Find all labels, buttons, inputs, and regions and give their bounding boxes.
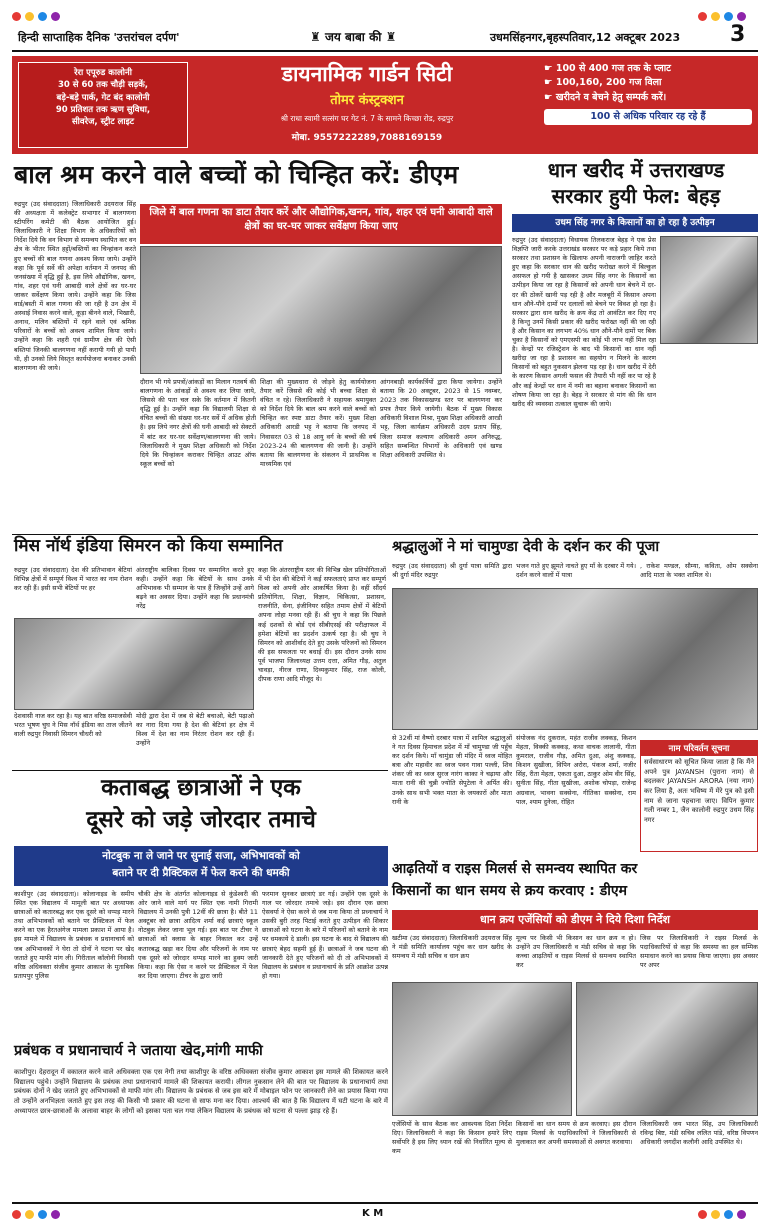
color-dot <box>12 1210 21 1219</box>
notice-body: सर्वसाधारण को सूचित किया जाता है कि मैंने अपने पुत्र JAYANSH (पुराना नाम) से बदलकर JAYANSH ARORA (नया नाम) कर लिया है, अतः भविष्य में मेरे पुत्र को इसी नाम से जाना पहचाना जाए। विपिन कुमार गली नम्बर 1, जैन कालोनी रुद्रपुर उधम सिंह नगर <box>644 758 754 824</box>
color-dot <box>724 1210 733 1219</box>
story2-portrait <box>660 236 758 344</box>
ad-title: डायनामिक गार्डन सिटी <box>281 62 453 86</box>
ad-right-box <box>544 62 752 148</box>
story3-col2b: मोदी द्वारा देश में जब से बेटी बचाओ, बेटी पढ़ाओ का नारा दिया गया है देश की बेटियां हर क्षेत्र में विश्व में देश का नाम निरंतर रोशन कर रही हैं। उन्होंने <box>136 712 254 748</box>
story5-band-line: बताने पर दी प्रैक्टिकल में फेल करने की धमकी <box>112 866 290 879</box>
ad-bullet <box>544 76 752 90</box>
story3-headline: मिस नॉर्थ इंडिया सिमरन को किया सम्मानित <box>14 536 283 556</box>
story4-col2: भजन गाते हुए झूमते नाचते हुए माँ के दरबार में गये। दर्शन करने वालों में यात्रा <box>516 562 636 580</box>
hand-pointer-icon: ☛ <box>544 77 556 89</box>
ad-bullet-text: खरीदने व बेचने हेतु सम्पर्क करें। <box>555 91 667 103</box>
story1-col1: रुद्रपुर (उद संवाददाता) जिलाधिकारी उदयराज सिंह की अध्यक्षता में कलेक्ट्रेट सभागार में बालगणना स्टीयरिंग कमेटी की बैठक आयोजित हुई। जिलाधिकारी ने शिक्षा विभाग के अधिकारियों को निर्देश दिये कि वन विभाग से समन्वय स्थापित कर वन क्षेत्र के भीतर स्थित हट्टों/बस्तियों का चिन्हांकन करते हुए बच्चों की बाल गणना अवश्य किया जाये। उन्होंने कहा कि पूर्व सर्वे की अपेक्षा वर्तमान में जनपद की जनसंख्या में वृद्धि हुई है, इस लिये औद्योगिक, खनन, गांव, शहर एवं घनी आबादी वाले क्षेत्रों का घर-घर जाकर सर्वेक्षण किया जाये। उन्होंने कहा कि जिस वार्ड/बस्ती में बाल गणना की जा रही है उन क्षेत्र में अस्थाई निवास करने वाले, कूड़ा बीनने वाले, भिखारी, अनाथ, मलिन बस्तियों में रहने वाले एवं श्रमिक परिवारों के बच्चों को अवश्य शामिल किया जाये। उन्होंने कहा कि शहरी एवं ग्रामीण क्षेत्र की ऐसी बस्तियां जिनकी बालगणना नहीं करायी गयी हो पायी थी, ही उनको लिये विस्तृत कार्ययोजना बनाकर उनकी बालगणना की जाये। <box>14 200 136 372</box>
story1-col3: शिक्षा की मुख्यधारा से जोड़ने हेतु कार्ययोजना तैयार करें जिससे की कोई भी बच्चा शिक्षा से वंचित न रहे। जिलाधिकारी ने सहायक श्रमायुक्त को निर्देश दिये कि बाल श्रम करने वाले बच्चों को चिन्हित कर स्पष्ट डाटा तैयार करें। मुख्य शिक्षा अधिकारी आरडी भट्ट ने बताया कि जनपद में निवासरत 03 से 18 आयु वर्ग के बच्चों की वर्ष 2023-24 की बालगणना की जानी है। उन्होंने बताया कि बालगणना के संकलन में प्राथमिक व माध्यमिक एवं <box>260 378 376 468</box>
ad-bullet-text: 100,160, 200 गज विला <box>555 77 662 89</box>
color-dot <box>51 1210 60 1219</box>
header-dots-left <box>12 12 60 21</box>
color-dot <box>698 12 707 21</box>
ad-banner <box>12 56 758 154</box>
color-dot <box>737 12 746 21</box>
color-dot <box>711 12 720 21</box>
story5-col1: काशीपुर (उद संवाददाता)। कोलानाइड के समीप स्थित एक विद्यालय में मामूली बात पर अध्यापक छात्राओं को कतारबद्ध कर एक दूसरे को थप्पड़ मारने तथा अभिभावकों को बताने पर प्रैक्टिकल में फेल करने का एक हैरतअंगेज मामला प्रकाश में आया है। इस मामले में विद्यालय के प्रबंधक व प्रधानाचार्य को जब अभिभावकों ने घेरा तो दोनों ने घटना पर खेद जताते हुए माफी मांग ली। गिरीताल कॉलोनी निवासी वरिष्ठ अधिवक्ता संजीव कुमार आकाश के मुताबिक प्रतापपुर पुलिस <box>14 890 134 980</box>
story5-col3: फरमान सुनकर छात्राएं डर गई। उन्होंने एक दूसरे के गाल पर जोरदार तमाचे जड़े। इस दौरान एक छात्रा ऐसवर्या ने ऐसा करने से जब मना किया तो प्रध्नाचार्य ने उसकी बुरी तरह पिटाई करते हुए उत्पीड़न की शिकार छात्राओं को घटना के बारे में परिजनों को बताने के नाम पर धमकाये दे डाली। इस घटना के बाद से विद्यालय की छात्राएं बेहद सहमी हुई हैं। छात्राओं ने जब घटना की जानकारी देते हुए परिजनों को दी तो अभिभावकों में विद्यालय के प्रबंधन व प्रधानाचार्य के प्रति आक्रोश उत्पन्न हो गया। <box>262 890 388 980</box>
story7-col3b: जिलाधिकारी जय भारत सिंह, उप जिलाधिकारी रविन्द्र बिष्ट, मंडी सचिव ललित पांडे, वरिष्ठ विपणन अधिकारी जगदीश कलौनी आदि उपस्थित थे। <box>640 1120 758 1147</box>
story1-col2: दौरान भी गये प्रपत्रों/आंकड़ों का मिलान गतवर्ष की बालगणना के आंकड़ों से अवश्य कर लिया जाये, जिससे की पता चल सके कि वर्तमान में कितनी वृद्धि हुई है। उन्होंने कहा कि विद्यालयी शिक्षा से वंचित बच्चों की संख्या घर-घर सर्वे में अधिक होती है। इस लिये नगर क्षेत्रों की घनी आबादी को सेक्टरों में बांट कर घर-घर सर्वेक्षण/बालगणना की जाये। जिलाधिकारी ने मुख्य शिक्षा अधिकारी को निर्देश दिये कि चिन्हांकन कराकर चिन्हित आउट ऑफ स्कूल बच्चों को <box>140 378 256 468</box>
story4-photo <box>392 588 758 730</box>
color-dot <box>698 1210 707 1219</box>
hand-pointer-icon: ☛ <box>544 63 556 74</box>
color-dot <box>12 12 21 21</box>
story2-headline-1: धान खरीद में उत्तराखण्ड <box>547 158 725 182</box>
ad-left-line: 90 प्रतिशत तक ऋण सुविधा, <box>55 104 151 115</box>
ad-left-line: सीवरेज, स्ट्रीट लाइट <box>71 117 135 128</box>
story1-col4: आंगनबाड़ी कार्यकर्त्रियों द्वारा किया जायेगा। उन्होंने बताया कि 20 अक्टूबर, 2023 से 15 नवम्बर, 2023 तक विकासखण्ड स्तर पर बालगणना कर प्रपत्र तैयार किये जायेगी। बैठक में मुख्य विकास अधिकारी विशाल मिश्रा, मुख्य शिक्षा अधिकारी आरडी भट्ट, जिला कार्यक्रम अधिकारी उदय प्रताप सिंह, जिला समाज कल्याण अधिकारी अमन अनिरुद्ध, सहित सम्बन्धित विभागों के अधिकारी एवं खण्ड शिक्षा अधिकारी उपस्थित थे। <box>380 378 502 459</box>
story7-headline-2: किसानों का धान समय से क्रय करवाए : डीएम <box>392 883 627 899</box>
story5-headline-2: दूसरे को जड़े जोरदार तमाचे <box>86 807 316 833</box>
idol-icon: ♜ <box>310 30 325 44</box>
story7-col1: खटीमा (उद संवाददाता) जिलाधिकारी उदयराज सिंह ने मंडी समिति कार्यालय पहुंच कर धान खरीद के समन्वय में मंडी सचिव व धान क्रय <box>392 934 512 961</box>
story4-col2b: संयोजक नंद दुकराल, महंत राजीव लक्कड़, किशन मेहता, विक्की कक्कड़, कथा वाचक लालानी, गीता कुमराल, राजीव गौड़, अमित दुआ, अंशु कक्कड़, किशन सुखीजा, विपिन अरोरा, पंकज शर्मा, नजीर सिंह, रीता मेहता, एकता दुआ, ठाकुर ओम वीर सिंह, सुनीता सिंह, गीता सुखीजा, अशोक चोपड़ा, राजेन्द्र अग्रवाल, भावना सक्सेना, गीतिका सक्सेना, राम पाल, श्याम दुनेजा, रोहित <box>516 734 636 806</box>
story3-photo <box>14 618 254 710</box>
story4-col1b: से 32वीं मां वैष्णो दरबार यात्रा में शामिल श्रद्धालुओं ने गत दिवस हिमाचल प्रदेश में माँ चामुण्डा जी पहुँच कर दर्शन किये। माँ चामुंडा जी मंदिर में ध्वज मोहित बत्रा और महावीर का ध्वज पवन गावा पल्ली, शिव शंकर जी का ध्वज सुरज नारंग काका ने चढ़ाया और माता रानी की चुन्नी ज्योति सेपुटेला ने अर्पित की। उनके साथ सभी भक्त माता के जयकारों और माता रानी के <box>392 734 512 806</box>
rule <box>12 770 388 771</box>
story7-headline-1: आढ़तियों व राइस मिलर्स से समन्वय स्थापित कर <box>392 861 638 877</box>
story1-headline: बाल श्रम करने वाले बच्चों को चिन्हित करें: डीएम <box>14 160 459 189</box>
dateline: उधमसिंहनगर,बृहस्पतिवार,12 अक्टूबर 2023 <box>490 31 681 44</box>
page-number: 3 <box>730 22 746 47</box>
color-dot <box>711 1210 720 1219</box>
color-dot <box>25 12 34 21</box>
ad-left-line: रेरा एपूरुड कालोनी <box>74 68 132 78</box>
footer-dots-left <box>12 1210 60 1219</box>
ad-bullet-text: 100 से 400 गज तक के प्लाट <box>555 63 671 74</box>
color-dot <box>25 1210 34 1219</box>
ad-right-footer: 100 से अधिक परिवार रह रहे हैं <box>544 109 752 125</box>
story5-headline-1: कताबद्ध छात्राओं ने एक <box>101 775 301 801</box>
ad-phone: मोबा. 9557222289,7088169159 <box>291 133 443 143</box>
ad-left-line: 30 से 60 तक चौड़ी सड़कें, <box>58 80 148 91</box>
story5-band-line: नोटबुक ना ले जाने पर सुनाई सजा, अभिभावकों को <box>102 850 300 862</box>
header-center <box>310 28 396 45</box>
story7-col2: मूल्य पर किसी भी किसान का धान क्रय न हो। उन्होंने उप जिलाधिकारी व मंडी सचिव से कहा कि कच्चा आढ़तियों व राइस मिलर्स से समन्वय स्थापित कर <box>516 934 636 970</box>
masthead: हिन्दी साप्ताहिक दैनिक 'उत्तरांचल दर्पण' <box>18 31 180 44</box>
story7-photo-1 <box>392 982 572 1116</box>
color-dot <box>51 12 60 21</box>
rule <box>12 534 758 535</box>
story4-col1: रुद्रपुर (उद संवाददाता) श्री दुर्गा यात्रा समिति द्वारा श्री दुर्गा मंदिर रुद्रपुर <box>392 562 512 580</box>
story4-col3: , राकेश मण्डल, सौम्या, कविता, ओम सक्सेना आदि माता के भक्त शामिल थे। <box>640 562 758 580</box>
ad-bullet <box>544 91 752 105</box>
ad-left-line: बड़े-बड़े पार्क, गेट बंद कालोनी <box>56 92 150 103</box>
idol-icon: ♜ <box>381 30 397 44</box>
story3-col3: कहा कि अंतरराष्ट्रीय स्तर की विभिन्न खेल प्रतियोगिताओं में भी देश की बेटियों ने कई सफलताएं प्राप्त कर सम्पूर्ण विश्व को अपनी ओर आकर्षित किया है। वहीं सौंदर्य प्रतियोगिता, शिक्षा, विज्ञान, चिकित्सा, प्रशासन, राजनीति, सेना, इंजीनियर सहित तमाम क्षेत्रों में बेटियों अपना लोहा मनवा रही हैं। श्री चुघ ने कहा कि पिछले कई दशकों से बोर्ड एवं सीबीएसई की परीक्षाफल में हमेशा बेटियों का प्रदर्शन उत्कर्ष रहा है। श्री चुघ ने सिमरन को आशीर्वाद देते हुए उसके परिजनों को सिमरन की इस सफलता पर बधाई दी। इस दौरान उनके साथ पूर्व भाजपा जिलाध्यक्ष उत्तम दत्ता, अमित गौड़, अतुल चावड़ा, नीरज राणा, दिव्यकुमार सिंह, राज कोली, दीपक राणा आदि मौजूद थे। <box>258 566 386 684</box>
color-dot <box>724 12 733 21</box>
story3-col1b: देशवासी नाज कर रहा है। यह बात वरिष्ठ समाजसेवी भरत भूषण चुघ ने मिस नॉर्थ इंडिया का ताज जीतने वाली रुद्रपुर निवासी सिमरन चौधरी को <box>14 712 132 739</box>
header-center-text: जय बाबा की <box>324 30 382 44</box>
ad-address: श्री राधा स्वामी सत्संग घर गेट नं. 7 के सामने किच्छा रोड, रुद्रपुर <box>280 114 454 123</box>
hand-pointer-icon: ☛ <box>544 91 556 103</box>
story5-band <box>14 846 388 886</box>
story1-band: जिले में बाल गणना का डाटा तैयार करें और औद्योगिक,खनन, गांव, शहर एवं घनी आबादी वाले क्षेत्रों का घर-घर जाकर सर्वेक्षण किया जाए <box>140 204 502 244</box>
ad-subtitle: तोमर कंस्ट्रक्शन <box>330 93 404 108</box>
story2-band: उधम सिंह नगर के किसानों का हो रहा है उत्पीड़न <box>512 214 758 232</box>
story7-col1b: एजेंसियों के साथ बैठक कर आवश्यक दिशा निर्देश दिए। जिलाधिकारी ने कहा कि किसान हमारे लिए सर्वोपरि है इस लिए ध्यान रखें की निर्धारित मूल्य से कम <box>392 1120 512 1156</box>
story3-col1: रुद्रपुर (उद संवाददाता) देश की प्रतिभावान बेटियां विभिन्न क्षेत्रों में सम्पूर्ण विश्व में भारत का नाम रोशन कर रही हैं। इसी सभी बेटियों पर हर <box>14 566 132 593</box>
name-change-notice <box>640 740 758 852</box>
footer-rule <box>12 1202 758 1204</box>
notice-title: नाम परिवर्तन सूचना <box>641 741 757 756</box>
story1-photo <box>140 246 502 374</box>
story7-col3: जिस पर जिलाधिकारी ने राइस मिलर्स के पदाधिकारियों से कहा कि समस्या का हल सम्मिक समाधान करने का प्रयास किया जाएगा। इस अवसर पर अपर <box>640 934 758 970</box>
header-dots-right <box>698 12 746 21</box>
story7-photo-2 <box>576 982 758 1116</box>
story7-col2b: किसानों का धान समय से क्रय करवाए। इस दौरान राइस मिलर्स के पदाधिकारियों ने जिलाधिकारी से मुलाकात कर अपनी समस्याओं से अवगत करवाया। <box>516 1120 636 1147</box>
story2-body: रुद्रपुर (उद संवाददाता) विधायक तिलकराज बेहड़ ने एक प्रेस विज्ञप्ति जारी करके उत्तराखंड सरकार पर कड़े प्रहार किये तथा सरकार तथा प्रशासन के खिलाफ अपनी नाराजगी जाहिर करते हुए कहा कि सरकार धान की खरीद फरोख्त करने में बिल्कुल असफल हो गयी है खासकर उधम सिंह नगर के किसानों का उत्पीड़न किया जा रहा है किसानों को अपनी धान बेचने में दर-दर की ठोकरें खानी पड़ रही है और मजबूरी में किसान अपना धान औने-पौने दामों पर दलालों को बेचने पर विवश हो रहा है। सरकार द्वारा धान खरीद के क्रय केंद्र तो आवंटित कर दिए गए है किन्तु उनमें किसी प्रकार की खरीद फरोख्त नहीं की जा रही है और किसान का लगभग 40% धान औने-पौने दामों पर बिक चुका है किसानों को एमएसपी का कोई भी लाभ नहीं मिल रहा है। केन्द्रों पर रजिस्ट्रेशन के बाद भी किसानों का धान नहीं खरीदा जा रहा है प्रशासन का सहयोग न मिलने के कारण किसानों को बहुत नुकसान झेलना पड़ रहा है। धान खरीद में देरी के कारण किसान अगली फसल की तैयारी भी नहीं कर पा रहे है और कई केन्द्रों पर धान में नमी का बहाना बनाकर किसानों का शोषण किया जा रहा है। बेहड़ ने सरकार से मांग की कि धान खरीद की व्यवस्था तत्काल सुचारू की जाये। <box>512 236 656 408</box>
story2-headline-2: सरकार हुयी फेल: बेहड़ <box>551 184 721 208</box>
color-dot <box>737 1210 746 1219</box>
story5-col2: चौकी क्षेत्र के अंतर्गत कोलानाइड से कुंडेश्वरी की ओर जाने वाले मार्ग पर स्थित एक नामी गिरामी विद्यालय में उनकी पुत्री 12वीं की छात्रा है। बीते 11 अक्टूबर को छात्रा आदित्य शर्मा कई छात्राएं स्कूल नोटबुक लेकर जाना भूल गई। इस बात पर टीचर ने छात्राओं को क्लास के बाहर निकाल कर उन्हें कतारबद्ध खड़ा कर दिया और परिजनों के नाम पर एक दूसरे को जोरदार थप्पड़ मारने का हुक्म जारी किया। कहा कि ऐसा न करने पर प्रैक्टिकल में फेल कर दिया जाएगा। टीचर के द्वारा जारी <box>138 890 258 980</box>
footer-mark: K M <box>362 1208 384 1219</box>
color-dot <box>38 1210 47 1219</box>
ad-left-box <box>18 62 188 148</box>
story7-band: धान क्रय एजेंसियों को डीएम ने दिये दिशा निर्देश <box>392 910 758 930</box>
story6-body: काशीपुर। देहरादून में वकालत करने वाले अधिवक्ता एक एस नेगी तथा काशीपुर के वरिष्ठ अधिवक्ता संजीव कुमार आकाश इस मामले की शिकायत करने विद्यालय पहुंचे। उन्होंने विद्यालय के प्रबंधक तथा प्रधानाचार्य मामले की शिकायत करायी। लीगल नुकसान लेने की बात पर विद्यालय के प्रधानाचार्य तथा प्रबंधक दोनों ने खेद जताते हुए अभिभावकों से माफी मांग ली। विद्यालय के प्रबंधक से जब इस बारे में मोबाइल फोन पर जानकारी लेने का प्रयास किया गया तो उन्होंने अनभिज्ञता जताते हुए इस तरह की किसी भी प्रकार की घटना से साफ मना कर दिया। आश्चर्य की बात है कि विद्यालय में घटी घटना के बारे में अध्यापरत छात्र-छात्राओं के अलावा बाहर के लोगों को इसका पता चल गया लेकिन विद्यालय के प्रबंधक को घटना से पल्ला झाड़ रहे हैं। <box>14 1068 388 1115</box>
header-rule <box>12 50 758 52</box>
footer-dots-right <box>698 1210 746 1219</box>
color-dot <box>38 12 47 21</box>
story3-col2: अंतराष्ट्रीय बालिका दिवस पर सम्मानित करते हुए कही। उन्होंने कहा कि बेटियों के साथ उनके अभिभावक भी सम्मान के पात्र हैं जिन्होंने उन्हें आगे बढ़ने का अवसर दिया। उन्होंने कहा कि प्रधानमंत्री नरेंद्र <box>136 566 254 611</box>
story4-headline: श्रद्धालुओं ने मां चामुण्डा देवी के दर्शन कर की पूजा <box>392 539 660 555</box>
story6-headline: प्रबंधक व प्रधानाचार्य ने जताया खेद,मांगी माफी <box>14 1043 263 1059</box>
ad-bullet <box>544 62 752 76</box>
